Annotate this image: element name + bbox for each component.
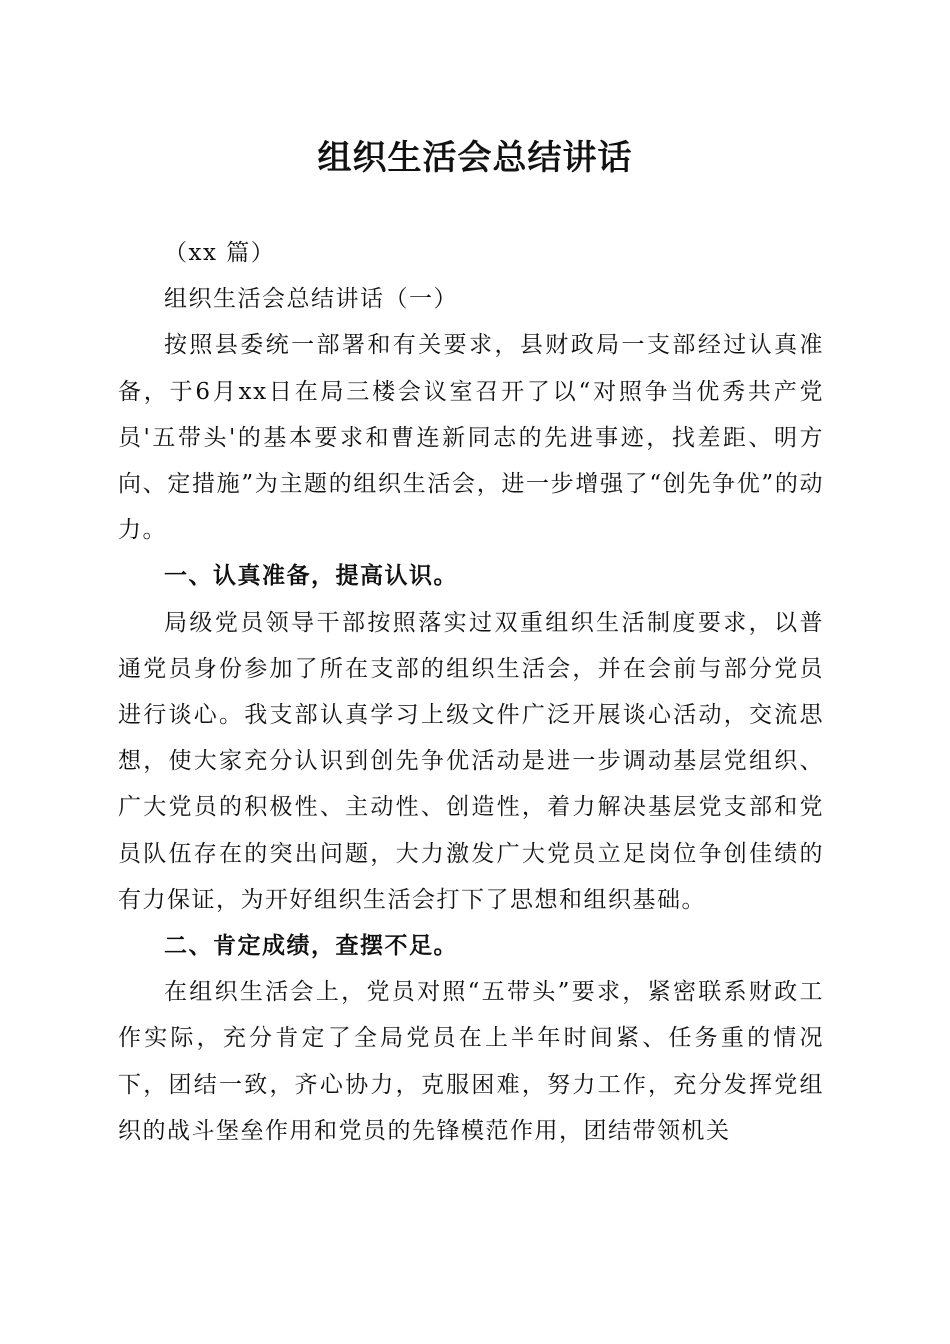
edition-note: （xx 篇） xyxy=(164,240,276,266)
subtitle: 组织生活会总结讲话（一） xyxy=(164,286,458,313)
document-title: 组织生活会总结讲话 xyxy=(317,138,633,178)
paragraph-intro: 按照县委统一部署和有关要求，县财政局一支部经过认真准备，于6月xx日在局三楼会议室召开了以“对照争当优秀共产党员'五带头'的基本要求和曹连新同志的先进事迹，找差距、明方向、定措施”为主题的组织生活会，进一步增强了“创先争优”的动力。 xyxy=(118,332,824,544)
paragraph-section-2: 在组织生活会上，党员对照“五带头”要求，紧密联系财政工作实际，充分肯定了全局党员在上半年时间紧、任务重的情况下，团结一致，齐心协力，克服困难，努力工作，充分发挥党组织的战斗堡垒作用和党员的先锋模范作用，团结带领机关 xyxy=(118,979,824,1144)
section-heading-2: 二、肯定成绩，查摆不足。 xyxy=(164,933,458,960)
section-heading-1: 一、认真准备，提高认识。 xyxy=(164,563,458,590)
paragraph-section-1: 局级党员领导干部按照落实过双重组织生活制度要求，以普通党员身份参加了所在支部的组织生活会，并在会前与部分党员进行谈心。我支部认真学习上级文件广泛开展谈心活动，交流思想，使大家充分认识到创先争优活动是进一步调动基层党组织、广大党员的积极性、主动性、创造性，着力解决基层党支部和党员队伍存在的突出问题，大力激发广大党员立足岗位争创佳绩的有力保证，为开好组织生活会打下了思想和组织基础。 xyxy=(118,609,824,913)
document-body xyxy=(118,230,824,1154)
